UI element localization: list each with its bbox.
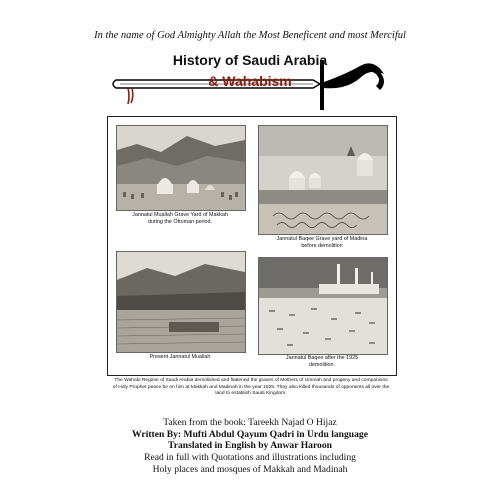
caption-photo-3-line-1: Present Jannatul Muallah (149, 354, 211, 360)
photo-present-jannatul-muallah (116, 251, 246, 353)
credits-holyplaces-line: Holy places and mosques of Makkah and Madinah (152, 463, 348, 475)
demolition-note: The Wahabi Regime of Saudi Arabia demolished and flattened the graves of Mothers of Ummah and progeny and companions of Holy Prophet peace be on him at Makkah and Madinah in the year 1925. They also killed thousands of opponents all over the land to establish Saudi Kingdom. (112, 378, 390, 397)
caption-photo-1-line-2: during the Ottoman period. (147, 219, 213, 226)
caption-photo-4-line-1: Jannatul Baqee after the 1925 (285, 355, 359, 361)
credits-readmore-line: Read in full with Quotations and illustrations including (144, 452, 356, 464)
caption-photo-3 (116, 354, 244, 361)
credits-translator-line: Translated in English by Anwar Haroon (168, 440, 332, 452)
photo-jannatul-muallah-ottoman (116, 125, 246, 211)
caption-photo-2 (258, 236, 386, 251)
title-line-1: History of Saudi Arabia (172, 52, 328, 68)
photo-collage-frame (107, 116, 397, 376)
credits-source-line: Taken from the book: Tareekh Najad O Hijaz (163, 417, 337, 428)
caption-photo-1 (116, 212, 244, 227)
title-line-2: & Wahabism (208, 73, 292, 89)
credits-block (0, 417, 500, 476)
photo-jannatul-baqee-before (258, 125, 388, 235)
caption-photo-2-line-1: Jannatul Baqee Grave yard of Madina (276, 236, 368, 242)
credits-author-line: Written By: Mufti Abdul Qayum Qadri in Urdu language (132, 428, 368, 440)
caption-photo-1-line-1: Jannatul Muallah Grave Yard of Makkah (132, 212, 228, 218)
bismillah-heading: In the name of God Almighty Allah the Most Beneficent and most Merciful (94, 30, 406, 41)
caption-photo-2-line-2: before demolition (301, 243, 343, 250)
caption-photo-4-line-2: demolition. (308, 362, 336, 369)
photo-jannatul-baqee-after (258, 257, 388, 355)
caption-photo-4 (258, 355, 386, 370)
